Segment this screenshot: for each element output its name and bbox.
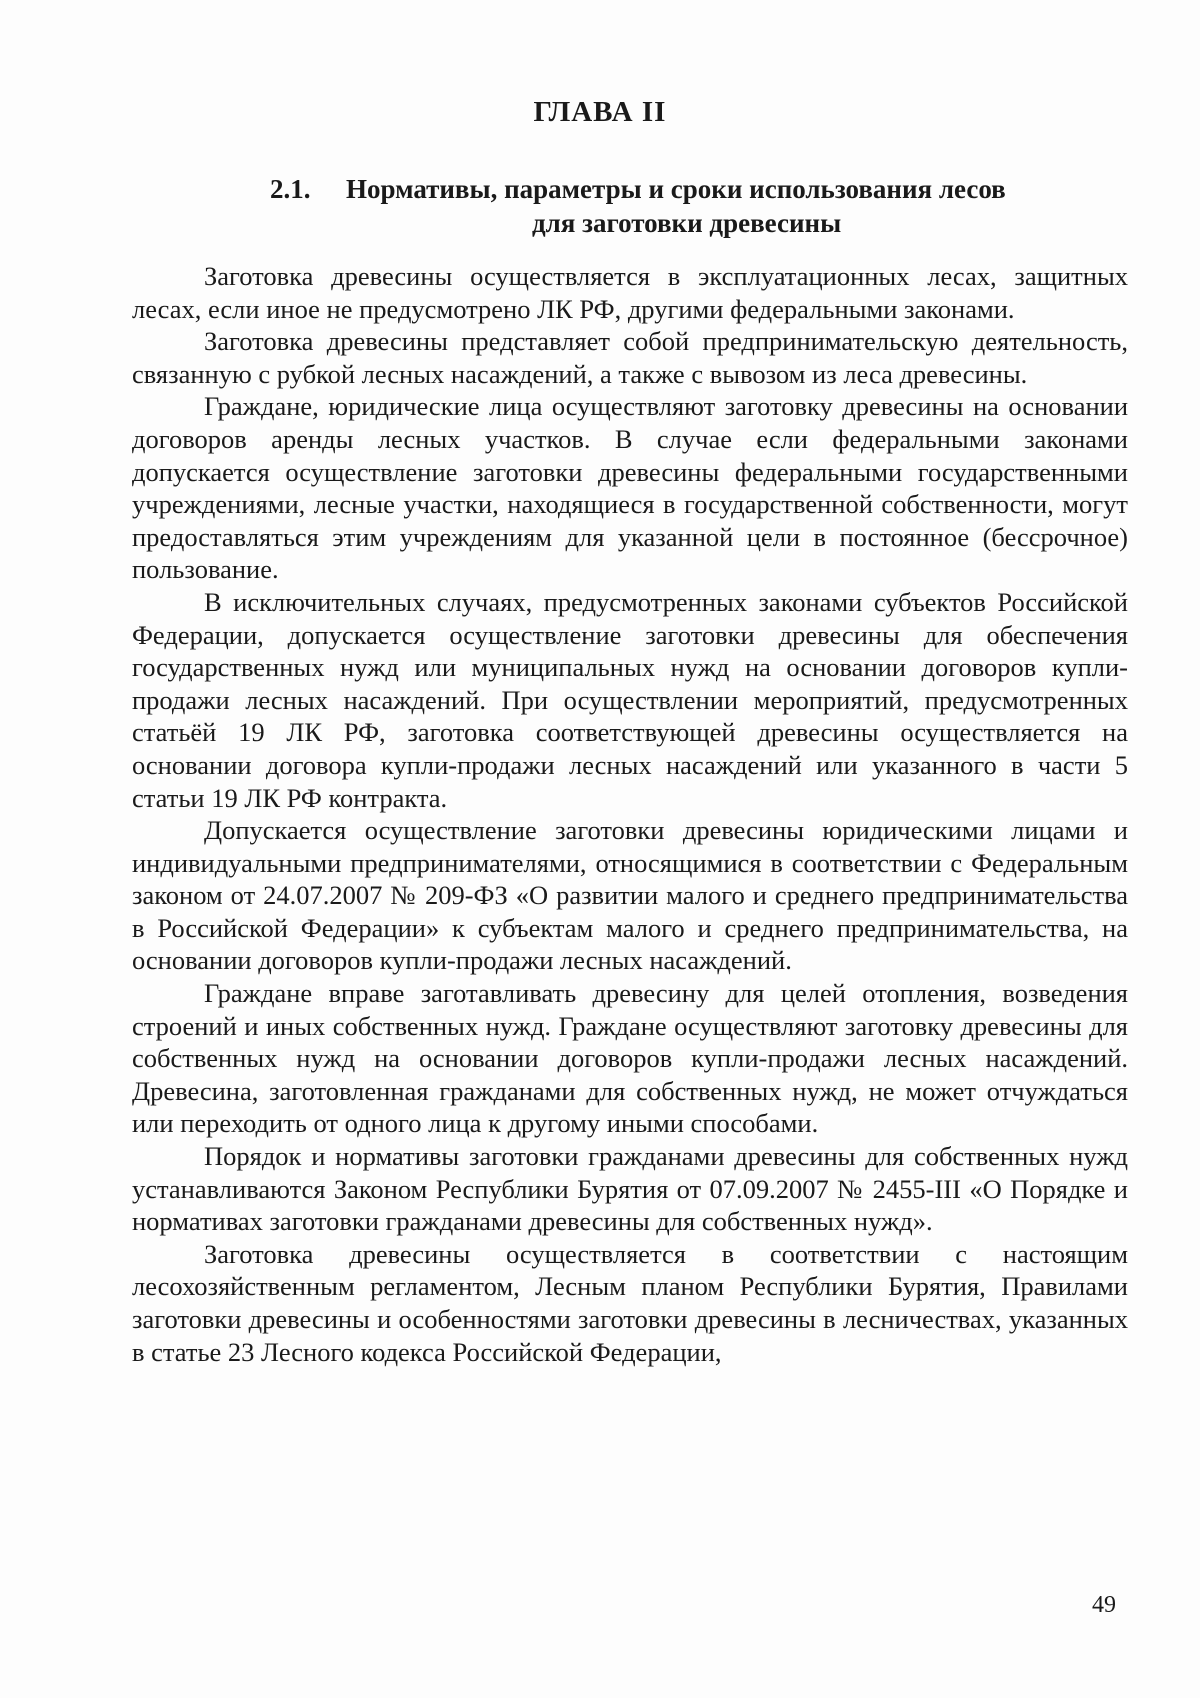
paragraph-6: Граждане вправе заготавливать древесину для целей отопления, возведения строений и иных собственных нужд. Граждане осуществляют заготовку древесины для собственных нужд на основании договоров купли-продажи лесных насаждений. Древесина, заготовленная гражданами для собственных нужд, не может отчуждаться или переходить от одного лица к другому иными способами. xyxy=(132,978,1128,1139)
section-title-line2: для заготовки древесины xyxy=(532,208,842,238)
body-text xyxy=(132,260,1128,1368)
paragraph-8: Заготовка древесины осуществляется в соответствии с настоящим лесохозяйственным регламентом, Лесным планом Республики Бурятия, Правилами заготовки древесины и особенностями заготовки древесины в лесничествах, указанных в статье 23 Лесного кодекса Российской Федерации, xyxy=(132,1238,1128,1367)
paragraph-1: Заготовка древесины осуществляется в эксплуатационных лесах, защитных лесах, если иное не предусмотрено ЛК РФ, другими федеральными законами. xyxy=(132,261,1128,324)
paragraph-2: Заготовка древесины представляет собой предпринимательскую деятельность, связанную с рубкой лесных насаждений, а также с вывозом из леса древесины. xyxy=(132,326,1128,389)
page-number: 49 xyxy=(1092,1592,1116,1618)
paragraph-3: Граждане, юридические лица осуществляют заготовку древесины на основании договоров аренды лесных участков. В случае если федеральными законами допускается осуществление заготовки древесины федеральными государственными учреждениями, лесные участки, находящиеся в государственной собственности, могут предоставляться этим учреждениям для указанной цели в постоянное (бессрочное) пользование. xyxy=(132,391,1128,585)
paragraph-5: Допускается осуществление заготовки древесины юридическими лицами и индивидуальными предпринимателями, относящимися в соответствии с Федеральным законом от 24.07.2007 № 209-ФЗ «О развитии малого и среднего предпринимательства в Российской Федерации» к субъектам малого и среднего предпринимательства, на основании договоров купли-продажи лесных насаждений. xyxy=(132,815,1128,976)
paragraph-4: В исключительных случаях, предусмотренных законами субъектов Российской Федерации, допускается осуществление заготовки древесины для обеспечения государственных нужд или муниципальных нужд на основании договоров купли-продажи лесных насаждений. При осуществлении мероприятий, предусмотренных статьёй 19 ЛК РФ, заготовка соответствующей древесины осуществляется на основании договора купли-продажи лесных насаждений или указанного в части 5 статьи 19 ЛК РФ контракта. xyxy=(132,586,1128,813)
section-title-line1: Нормативы, параметры и сроки использования лесов xyxy=(346,174,1006,204)
paragraph-7: Порядок и нормативы заготовки гражданами древесины для собственных нужд устанавливаются Законом Республики Бурятия от 07.09.2007 № 2455-III «О Порядке и нормативах заготовки гражданами древесины для собственных нужд». xyxy=(132,1141,1128,1237)
chapter-title: ГЛАВА II xyxy=(533,96,667,128)
section-number: 2.1. xyxy=(270,174,311,204)
